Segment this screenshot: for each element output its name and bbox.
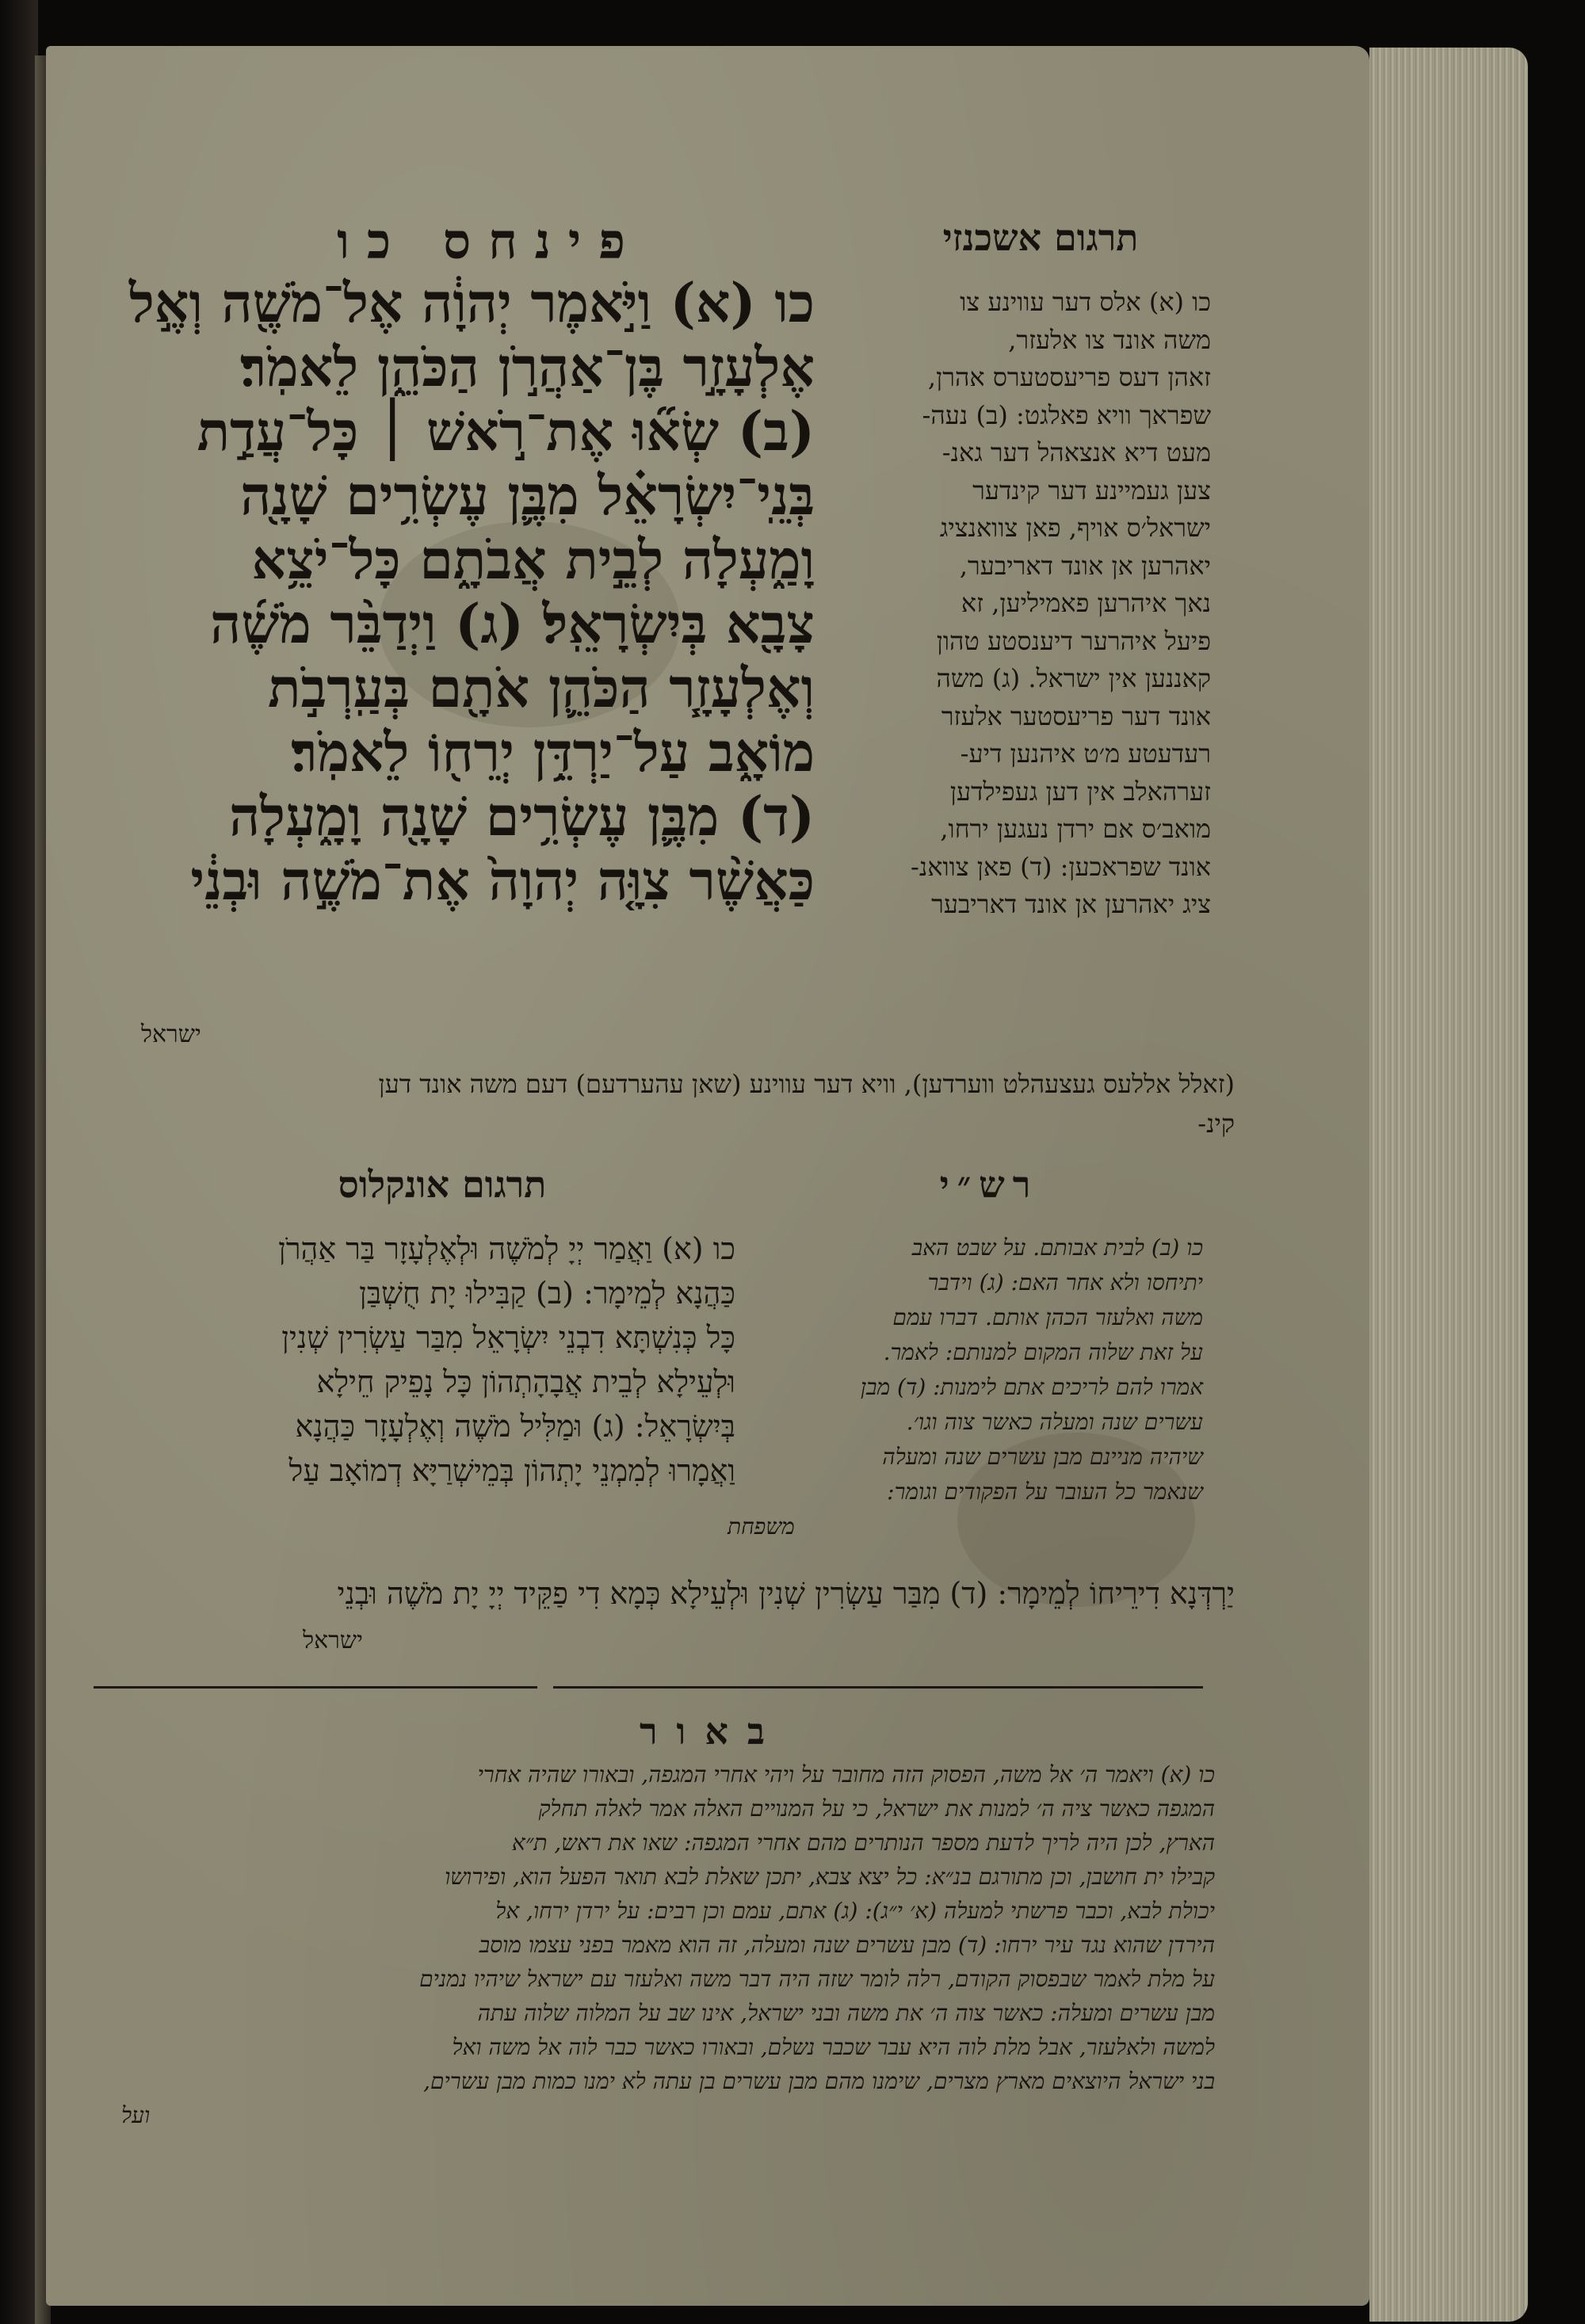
torah-line: מוֹאָ֑ב עַל־יַרְדֵּ֥ן יְרֵח֖וֹ לֵאמֹֽר׃ [291,721,815,784]
onkelos-translation [109,1227,735,1493]
onkelos-line: כָּל כְּנִשְׁתָּא דִבְנֵי יִשְׂרָאֵל מִבַּר עַשְׂרִין שְׁנִין [281,1320,735,1355]
biur-line: קבילו ית חושבן, וכן מתורגם בנ״א: כל יצא צבא, יתכן שאלת לבא תואר הפעל הוא, ופירושו [445,1864,1215,1890]
yiddish-line: נאך איהרען פאמיליען, זא [961,588,1211,618]
column-title-onkelos: תרגום אונקלוס [338,1163,547,1206]
torah-line: אֶלְעָזָ֣ר בֶּן־אַהֲרֹ֣ן הַכֹּהֵ֑ן לֵאמֹֽר׃ [240,336,815,399]
column-title-yiddish: תרגום אשכנזי [942,216,1139,259]
rashi-line: משה ואלעזר הכהן אותם. דברו עמם [892,1304,1203,1330]
onkelos-line: וּלְעֵילָא לְבֵית אֲבָהָתְהוֹן כָּל נָפֵיק חֵילָא [316,1364,735,1399]
onkelos-line: כַּהֲנָא לְמֵימָר: (ב) קַבִּילוּ יָת חֻשְׁבַּן [359,1276,735,1311]
biur-line: הירדן שהוא נגד עיר ירחו: (ד) מבן עשרים שנה ומעלה, זה הוא מאמר בפני עצמו מוסב [479,1932,1215,1958]
biur-commentary [121,1757,1215,2132]
biur-line: הארץ, לכן היה לריך לדעת מספר הנותרים מהם אחרי המגפה: שאו את ראש, ת״א [511,1830,1215,1856]
rashi-line: שיהיה מניינם מבן עשרים שנה ומעלה [882,1444,1203,1470]
yiddish-line: אונד שפראכען: (ד) פאן צוואנ- [911,851,1211,882]
yiddish-line: זאהן דעס פריעסטערס אהרן, [927,362,1211,392]
torah-line: בְּנֵֽי־יִשְׂרָאֵ֗ל מִבֶּ֛ן עֶשְׂרִ֥ים שָׁנָ֖ה [240,464,815,528]
onkelos-line: וַאֲמָרוּ לְמִמְנֵי יָתְהוֹן בְּמֵישְׁרַיָּא דְמוֹאָב עַל [288,1453,735,1488]
torah-line: וָמַ֑עְלָה לְבֵ֣ית אֲבֹתָ֑ם כָּל־יֹצֵ֥א [251,529,815,592]
yiddish-line: מעט דיא אנצאהל דער גאנ- [941,437,1211,467]
torah-line: כו (א) וַיֹּ֣אמֶר יְהוָ֔ה אֶל־מֹשֶׁ֖ה וְאֶ֣ל [128,272,815,335]
column-title-rashi: רש״י [939,1163,1039,1206]
rashi-catchword: משפחת [728,1513,795,1540]
biur-line: המגפה כאשר ציה ה׳ למנות את ישראל, כי על המנויים האלה אמר לאלה תחלק [538,1795,1215,1822]
yiddish-line: משה אונד צו אלעזר, [1008,324,1211,355]
biur-line: מבן עשרים ומעלה: כאשר צוה ה׳ את משה ובני ישראל, אינו שב על המלוה שלוה עתה [477,2000,1215,2026]
yiddish-line: פיעל איהרער דיענסטע טהון [936,625,1211,656]
yiddish-continuation-end: קינ- [1197,1109,1235,1139]
rashi-line: כו (ב) לבית אבותם. על שבט האב [911,1235,1203,1261]
book-page [46,46,1369,2306]
rashi-line: אמרו להם לריכים אתם לימנות: (ד) מבן [860,1374,1203,1400]
yiddish-line: שפראך וויא פאלגט: (ב) נעה- [922,399,1211,430]
onkelos-continuation: יַרְדְּנָא דִירֵיחוֹ לְמֵימָר: (ד) מִבַּר עַשְׂרִין שְׁנִין וּלְעֵילָא כְּמָא דִי פַקֵּיד יְיָ יָת מֹשֶׁה וּבְנֵי [337,1576,1235,1611]
torah-line: צָבָ֖א בְּיִשְׂרָאֵֽל׃ (ג) וַיְדַבֵּ֨ר מֹשֶׁ֜ה [210,593,815,656]
yiddish-line: זערהאלב אין דען געפילדען [949,776,1211,807]
torah-line: (ב) שְׂא֞וּ אֶת־רֹ֣אשׁ ׀ כָּל־עֲדַ֣ת [197,400,815,464]
yiddish-line: מואב׳ס אם ירדן נעגען ירחו, [940,814,1211,844]
yiddish-translation [838,284,1211,924]
yiddish-line: צען געמיינע דער קינדער [972,475,1211,506]
torah-line: (ד) מִבֶּ֛ן עֶשְׂרִ֥ים שָׁנָ֖ה וָמָ֑עְלָה [229,785,815,849]
page-title: פינחס כו [337,212,643,270]
biur-catchword: ועל [121,2102,151,2128]
page-edges [1369,48,1528,2322]
yiddish-line: יאהרען אן אונד דאריבער, [959,550,1211,581]
yiddish-line: רעדעטע מ׳ט איהנען דיע- [960,738,1211,769]
onkelos-catchword: ישראל [303,1627,363,1654]
yiddish-line: ציג יאהרען אן אונד דאריבער [931,889,1211,919]
biur-line: כו (א) ויאמר ה׳ אל משה, הפסוק הזה מחובר על ויהי אחרי המגפה, ובאורו שהיה אחרי [477,1761,1215,1788]
rashi-commentary [728,1231,1203,1544]
biur-line: למשה ולאלעזר, אבל מלת לוה היא עבר שכבר נשלם, ובאורו כאשר כבר לוה אל משה ואל [452,2034,1215,2060]
yiddish-line: ישראל׳ס אויף, פאן צוואנציג [939,513,1211,543]
onkelos-line: כו (א) וַאֲמַר יְיָ לְמֹשֶׁה וּלְאֶלְעָזָר בַּר אַהֲרֹן [278,1231,735,1266]
yiddish-continuation-line: (זאלל אללעס געצעהלט ווערדען), וויא דער עווינע (שאן עהערדעם) דעם משה אונד דען [378,1069,1235,1099]
torah-line: וְאֶלְעָזָ֧ר הַכֹּהֵ֛ן אֹתָ֖ם בְּעַֽרְבֹ֣ת [268,657,815,720]
torah-text [94,272,815,914]
rashi-line: שנאמר כל העובר על הפקודים וגומר: [887,1479,1203,1505]
yiddish-line: כו (א) אלס דער עווינע צו [960,287,1211,317]
divider-rule [94,1686,537,1689]
yiddish-line: אונד דער פריעסטער אלעזר [941,700,1211,731]
book-spine [0,0,38,2324]
rashi-line: על זאת שלוה המקום למנותם: לאמר. [883,1339,1203,1365]
divider-rule [553,1686,1203,1689]
torah-line: כַּאֲשֶׁ֨ר צִוָּ֤ה יְהוָה֙ אֶת־מֹשֶׁ֣ה וּבְנֵ֔י [190,849,815,913]
background-shadow [1528,0,1585,2324]
biur-line: יכולת לבא, וכבר פרשתי למעלה (א׳ י״ג): (ג) אתם, עמם וכן רבים: על ירדן ירחו, אל [495,1898,1215,1924]
rashi-line: עשרים שנה ומעלה כאשר צוה וגו׳. [906,1409,1203,1435]
onkelos-line: בְּיִשְׂרָאֵל: (ג) וּמַלִּיל מֹשֶׁה וְאֶלְעָזָר כַּהֲנָא [295,1409,735,1444]
yiddish-continuation [86,1064,1235,1143]
rashi-line: יתיחסו ולא אחר האם: (ג) וידבר [927,1269,1203,1296]
column-title-biur: באור [639,1710,785,1753]
catchword: ישראל [141,1021,201,1048]
biur-line: בני ישראל היוצאים מארץ מצרים, שימנו מהם מבן עשרים בן עתה לא ימנו כמות מבן עשרים, [423,2068,1215,2094]
yiddish-line: קאננען אין ישראל. (ג) משה [936,663,1211,693]
biur-line: על מלת לאמר שבפסוק הקודם, רלה לומר שזה היה דבר משה ואלעזר עם ישראל שיהיו נמנים [419,1966,1215,1992]
